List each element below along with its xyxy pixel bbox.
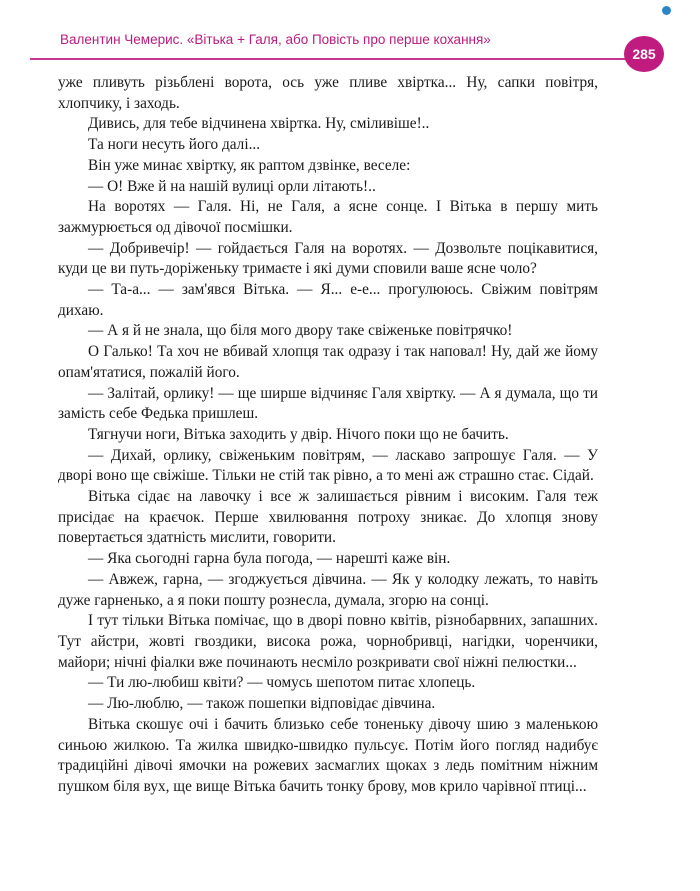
paragraph: Дивись, для тебе відчинена хвіртка. Ну, сміливіше!..: [88, 115, 430, 133]
paragraph: — Яка сьогодні гарна була погода, — нарешті каже він.: [88, 550, 451, 568]
paragraph: — Авжеж, гарна, — згоджується дівчина. — Як у колодку лежать, то навіть дуже гарненько, а я поки пошту рознесла, думала, згорю на сонці.: [58, 570, 598, 609]
paragraph: Та ноги несуть його далі...: [88, 136, 261, 154]
paragraph: — Ти лю-любиш квіти? — чомусь шепотом питає хлопець.: [88, 674, 476, 692]
paragraph: Вітька скошує очі і бачить близько себе тоненьку дівочу шию з маленькою синьою жилкою. Та жилка швидко-швидко пульсує. Потім його погляд надибує традиційні дівочі ямочки на рожевих засмаглих щоках з ледь помітним ніжним пушком біля вух, ще вище Вітька бачить тонку брову, мов крило чарівної птиці...: [58, 715, 598, 795]
body-text: [58, 73, 598, 798]
running-title: Валентин Чемерис. «Вітька + Галя, або Повість про перше кохання»: [60, 32, 491, 47]
paragraph: Вітька сідає на лавочку і все ж залишається рівним і високим. Галя теж присідає на краєчок. Перше хвилювання потроху зникає. До хлопця знову повертається здатність мислити, говорити.: [58, 488, 598, 547]
paragraph: — Залітай, орлику! — ще ширше відчиняє Галя хвіртку. — А я думала, що ти замість себе Федька пришлеш.: [58, 384, 598, 423]
logo-dot-icon: [662, 6, 671, 15]
paragraph: Тягнучи ноги, Вітька заходить у двір. Нічого поки що не бачить.: [88, 425, 509, 443]
paragraph: О Галько! Та хоч не вбивай хлопця так одразу і так наповал! Ну, дай же йому опам'ятатися, пожалій його.: [58, 343, 598, 381]
paragraph: І тут тільки Вітька помічає, що в дворі повно квітів, різнобарвних, запашних. Тут айстри, жовті гвоздики, висока рожа, чорнобривці, нагідки, чоренчики, майори; нічні фіалки вже починають несміло розкривати свої ніжні пелюстки...: [58, 612, 598, 671]
publisher-logo: [662, 4, 696, 16]
paragraph: — О! Вже й на нашій вулиці орли літають!..: [88, 177, 376, 195]
page-number-badge: 285: [624, 36, 664, 72]
paragraph: Він уже минає хвіртку, як раптом дзвінке, веселе:: [88, 156, 411, 174]
header-rule: [30, 58, 630, 60]
paragraph: — Лю-люблю, — також пошепки відповідає дівчина.: [88, 695, 436, 713]
paragraph: — Та-а... — зам'явся Вітька. — Я... е-е... прогулююсь. Свіжим повітрям дихаю.: [58, 281, 598, 319]
paragraph: — Добривечір! — гойдається Галя на воротях. — Дозвольте поцікавитися, куди це ви путь-доріженьку тримаєте і які думи сповили ваше ясне чоло?: [58, 239, 598, 278]
paragraph: — Дихай, орлику, свіженьким повітрям, — ласкаво запрошує Галя. — У дворі воно ще свіжіше. Тільки не стій так рівно, а то мені аж страшно стає. Сідай.: [58, 446, 598, 485]
paragraph: уже пливуть різьблені ворота, ось уже пливе хвіртка... Ну, сапки повітря, хлопчику, і заходь.: [58, 74, 598, 112]
paragraph: На воротях — Галя. Ні, не Галя, а ясне сонце. І Вітька в першу мить зажмурюється од дівочої посмішки.: [58, 198, 598, 236]
paragraph: — А я й не знала, що біля мого двору таке свіженьке повітрячко!: [88, 322, 513, 340]
